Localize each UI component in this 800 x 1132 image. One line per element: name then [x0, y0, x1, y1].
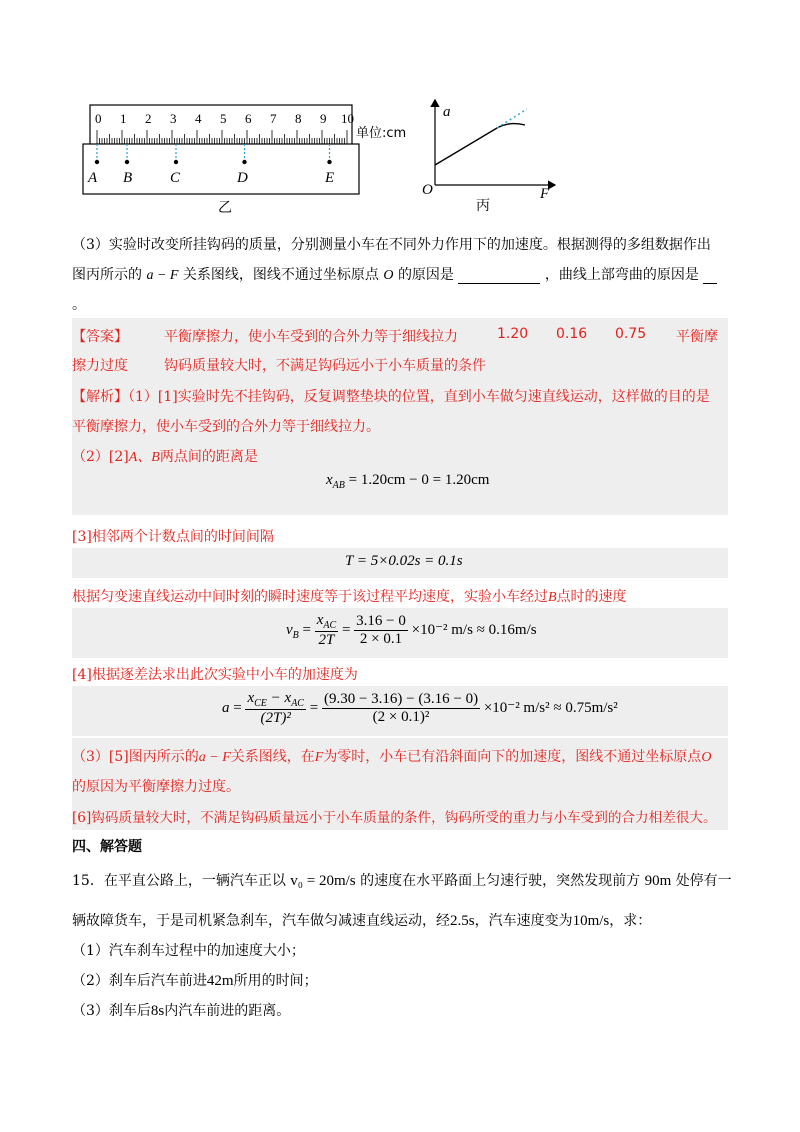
ruler-caption: 乙 [218, 200, 232, 216]
answer-item-4: 0.75 [615, 326, 647, 342]
ruler-num-1: 1 [120, 111, 127, 126]
ruler-num-6: 6 [245, 111, 252, 126]
point-A: A [88, 170, 98, 186]
analysis-p4-b: 点时的速度 [556, 589, 627, 605]
q3-origin-O: O [383, 268, 394, 283]
q15-a: 15．在平直公路上，一辆汽车正以 [72, 873, 286, 889]
q15-v: 10m/s [572, 913, 610, 929]
q15-s3 [72, 1000, 290, 1020]
q3-line2-a: 图丙所示的 [72, 267, 142, 283]
answer-line2-b: 钩码质量较大时，不满足钩码远小于小车质量的条件 [164, 358, 486, 374]
f3-num2: 3.16 − 0 [356, 613, 406, 629]
q15-b: 的速度在水平路面上匀速行驶，突然发现前方 [360, 873, 641, 889]
analysis-p2 [72, 446, 258, 466]
f3-tail: ×10⁻² m/s ≈ 0.16m/s [411, 621, 537, 638]
q3-blank-2[interactable] [703, 267, 717, 284]
q15-s3-b: 内汽车前进的距离。 [164, 1003, 291, 1019]
formula-xab [326, 472, 489, 491]
tape-labels [75, 170, 395, 190]
ruler-num-4: 4 [195, 111, 202, 126]
analysis-p4-B: B [548, 590, 557, 605]
tape-dot [125, 160, 129, 164]
f3-num1sub: AC [323, 620, 337, 631]
analysis-p2-b: 两点间的距离是 [159, 449, 258, 465]
f3-den1: 2T [318, 632, 335, 648]
f1-sub: AB [332, 480, 345, 491]
f4-mid: − x [266, 690, 292, 706]
analysis-p6-F: F [314, 750, 324, 765]
f4-num2: (9.30 − 3.16) − (3.16 − 0) [323, 691, 479, 707]
answer-item-5: 平衡摩 [676, 329, 718, 345]
analysis-p1a-text: （1）[1]实验时先不挂钩码，反复调整垫块的位置，直到小车做匀速直线运动，这样做的目的是 [128, 389, 710, 405]
f3-den2: 2 × 0.1 [359, 631, 403, 647]
answer-item-2: 1.20 [497, 326, 529, 342]
analysis-p4 [72, 586, 627, 606]
q3-line2 [72, 264, 717, 284]
f4-a: a [222, 699, 230, 716]
analysis-p4-a: 根据匀变速直线运动中间时刻的瞬时速度等于该过程平均速度，实验小车经过 [72, 589, 548, 605]
q15-s1: （1）汽车刹车过程中的加速度大小； [72, 943, 305, 959]
f4-sub2: AC [291, 698, 304, 709]
q3-blank-1[interactable] [458, 267, 540, 284]
analysis-p6-O: O [701, 750, 712, 765]
analysis-p2-a: （2）[2] [72, 449, 129, 465]
f4-den1: (2T)² [260, 710, 291, 726]
ruler-num-8: 8 [295, 111, 302, 126]
q3-line2-c: 的原因是 [397, 267, 454, 283]
q15-s2-a: （2）刹车后汽车前进 [72, 973, 207, 989]
point-D: D [237, 170, 248, 186]
tape-dot [174, 160, 178, 164]
q15-line2-a: 辆故障货车，于是司机紧急刹车，汽车做匀减速直线运动，经 [72, 913, 450, 929]
analysis-p6-c: 为零时，小车已有沿斜面向下的加速度，图线不通过坐标原点 [323, 749, 702, 765]
analysis-p6-d: 的原因为平衡摩擦力过度。 [72, 779, 240, 795]
ruler-unit: 单位:cm [356, 126, 407, 141]
f1-rhs: = 1.20cm − 0 = 1.20cm [348, 472, 490, 488]
analysis-p5: [4]根据逐差法求出此次实验中小车的加速度为 [72, 667, 358, 683]
q15-s3-a: （3）刹车后 [72, 1003, 151, 1019]
ruler-num-10: 10 [341, 111, 354, 126]
analysis-tag: 【解析】 [72, 389, 128, 405]
ruler-num-2: 2 [145, 111, 152, 126]
f3-v: v [286, 621, 293, 638]
q15-d: 90m [644, 873, 672, 889]
ruler-num-9: 9 [320, 111, 327, 126]
answer-line1 [72, 326, 718, 346]
analysis-p6-a: （3）[5]图丙所示的 [72, 749, 199, 765]
answer-tag: 【答案】 [72, 329, 128, 345]
analysis-p6-var: a − F [198, 750, 231, 765]
tape-dot [242, 160, 246, 164]
q15-line2-c: ，求： [609, 913, 652, 929]
ruler-num-7: 7 [270, 111, 277, 126]
q15-s2 [72, 970, 318, 990]
section4-title: 四、解答题 [72, 839, 142, 855]
tape-dot [327, 160, 331, 164]
f4-den2: (2 × 0.1)² [372, 709, 430, 725]
graph-origin: O [422, 182, 433, 198]
q3-line2-d: ，曲线上部弯曲的原因是 [544, 267, 699, 283]
f3-vsub: B [292, 629, 299, 641]
f4-num1: x [247, 690, 255, 706]
answer-line2-a: 擦力过度 [72, 358, 128, 374]
analysis-p7: [6]钩码质量较大时，不满足钩码质量远小于小车质量的条件，钩码所受的重力与小车受到的合力相差很大。 [72, 810, 717, 826]
q15-t: 2.5s [450, 913, 475, 929]
q3-line2-b: 关系图线，图线不通过坐标原点 [182, 267, 379, 283]
ruler-num-5: 5 [220, 111, 227, 126]
q3-var-aF: a − F [146, 268, 179, 283]
analysis-p1a [72, 386, 710, 406]
q3-line3: 。 [72, 297, 86, 313]
point-B: B [123, 170, 133, 186]
graph-x-label: F [540, 186, 550, 202]
graph-caption: 丙 [476, 198, 490, 214]
ruler-numbers [75, 111, 395, 131]
f4-tail: ×10⁻² m/s² ≈ 0.75m/s² [483, 699, 618, 716]
analysis-p6-b: 关系图线，在 [230, 749, 315, 765]
point-C: C [170, 170, 181, 186]
f1-x: x [326, 472, 333, 488]
answer-item-3: 0.16 [556, 326, 588, 342]
analysis-p3: [3]相邻两个计数点间的时间间隔 [72, 529, 274, 545]
answer-line2 [72, 355, 486, 375]
q15-v0: v₀ = 20m/s [290, 873, 356, 889]
q15-line2 [72, 910, 651, 930]
formula-T: T = 5×0.02s = 0.1s [345, 553, 463, 569]
ruler-num-3: 3 [170, 111, 177, 126]
point-E: E [325, 170, 335, 186]
analysis-p6 [72, 746, 711, 766]
analysis-p1b: 平衡摩擦力，使小车受到的合外力等于细线拉力。 [72, 419, 380, 435]
answer-item-1: 平衡摩擦力，使小车受到的合外力等于细线拉力 [164, 329, 458, 345]
formula-a: a = $\frac{x_{CE} - x_{AC}}{\text{(2T)²}}$ = $\frac{(9.30 - 3.16) - (3.16 - 0)}{\text{(2 × 0.1)²}}$ ×10⁻² m/s² ≈ 0.75m/s² [222, 690, 618, 726]
analysis-p2-AB: A、B [128, 450, 160, 465]
q15-line2-b: ，汽车速度变为 [474, 913, 573, 929]
ruler-num-0: 0 [95, 111, 102, 126]
f3-num1: x [316, 612, 324, 628]
q15-line1 [72, 870, 732, 890]
formula-vB: $v_B$ = $\frac{x_{AC}}{2T}$ = $\frac{3.16 - 0}{2 \times 0.1}$ ×10⁻² m/s ≈ 0.16m/s [286, 612, 537, 648]
graph-y-label: a [443, 104, 451, 120]
tape-dot [95, 160, 99, 164]
f4-sub1: CE [254, 698, 267, 709]
q15-s2-b: 所用的时间； [233, 973, 318, 989]
q15-s3-t: 8s [150, 1003, 165, 1019]
q15-s2-d: 42m [206, 973, 234, 989]
q3-line1: （3）实验时改变所挂钩码的质量，分别测量小车在不同外力作用下的加速度。根据测得的多组数据作出 [72, 237, 711, 253]
q15-c: 处停有一 [675, 873, 732, 889]
